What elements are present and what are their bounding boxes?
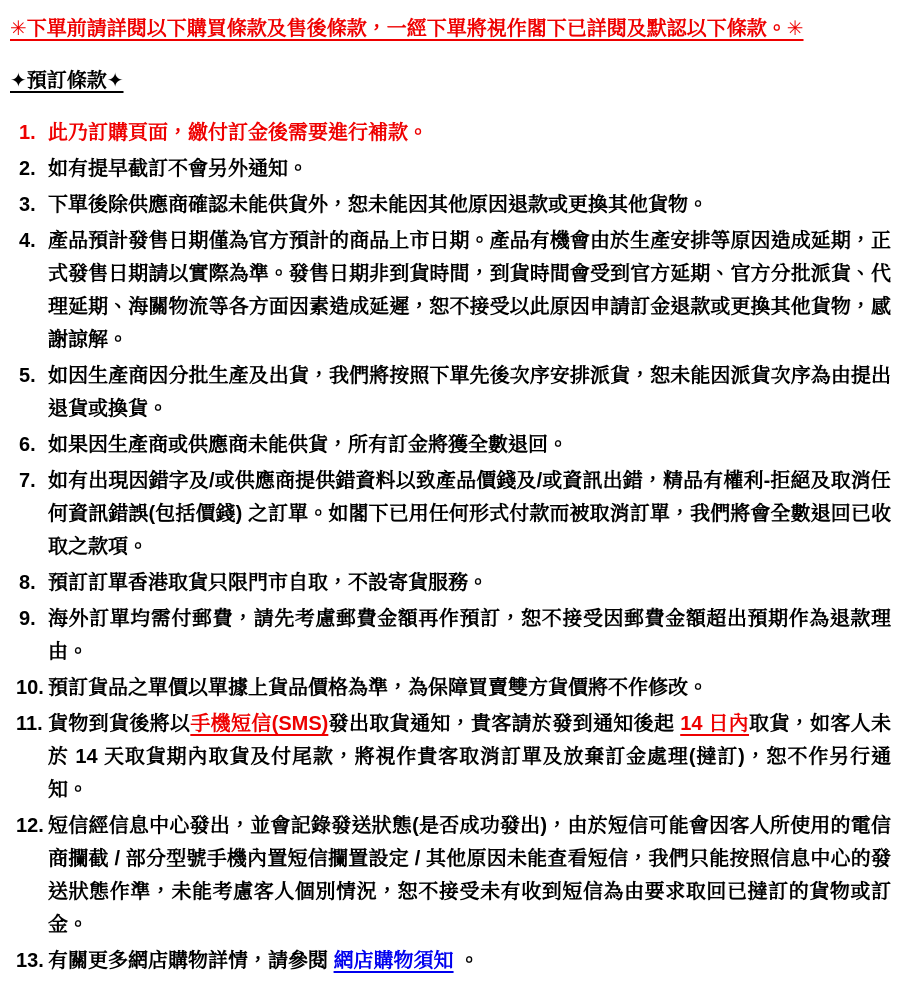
term-item-4 [10,225,891,357]
term-text: 如有出現因錯字及/或供應商提供錯資料以致產品價錢及/或資訊出錯，精品有權利-拒絕及取消任何資訊錯誤(包括價錢) 之訂單。如閣下已用任何形式付款而被取消訂單，我們將會全數退回已收取之款項。 [48,470,891,558]
term-item-10 [10,672,891,705]
term-number: 7. [19,470,36,492]
term-text: 產品預計發售日期僅為官方預計的商品上市日期。產品有機會由於生產安排等原因造成延期，正式發售日期請以實際為準。發售日期非到貨時間，到貨時間會受到官方延期、官方分批派貨、代理延期、海關物流等各方面因素造成延遲，恕不接受以此原因申請訂金退款或更換其他貨物，感謝諒解。 [48,230,891,351]
term-number: 12. [16,815,44,837]
term-text: 此乃訂購頁面，繳付訂金後需要進行補款。 [48,122,428,144]
store-shopping-notice-link[interactable]: 網店購物須知 [333,950,454,972]
term-text: 發出取貨通知，貴客請於發到通知後起 [328,713,681,735]
term-text: 貨物到貨後將以 [48,713,191,735]
term-text: 如因生產商因分批生產及出貨，我們將按照下單先後次序安排派貨，恕未能因派貨次序為由提出退貨或換貨。 [48,365,891,420]
term-number: 10. [16,677,44,699]
term-text: 預訂貨品之單價以單據上貨品價格為準，為保障買賣雙方貨價將不作修改。 [48,677,708,699]
pickup-deadline-highlight: 14 日內 [680,713,750,735]
term-text: 如果因生產商或供應商未能供貨，所有訂金將獲全數退回。 [48,434,568,456]
term-item-11 [10,708,891,807]
term-item-6 [10,429,891,462]
term-number: 2. [19,158,36,180]
term-text: 短信經信息中心發出，並會記錄發送狀態(是否成功發出)，由於短信可能會因客人所使用的電信商攔截 / 部分型號手機內置短信攔置設定 / 其他原因未能查看短信，我們只能按照信息中心的發送狀態作準，未能考慮客人個別情況，恕不接受未有收到短信為由要求取回已撻訂的貨物或訂金。 [48,815,891,936]
term-text: 下單後除供應商確認未能供貨外，恕未能因其他原因退款或更換其他貨物。 [48,194,708,216]
term-item-8 [10,567,891,600]
term-number: 9. [19,608,36,630]
term-number: 1. [19,122,36,144]
term-item-2 [10,153,891,186]
term-item-13 [10,945,891,978]
term-item-12 [10,810,891,942]
term-text: 預訂訂單香港取貨只限門市自取，不設寄貨服務。 [48,572,488,594]
term-number: 4. [19,230,36,252]
terms-list [10,117,891,978]
warning-header: ✳下單前請詳閱以下購買條款及售後條款，一經下單將視作閣下已詳閱及默認以下條款。✳ [10,18,804,40]
term-item-9 [10,603,891,669]
term-number: 6. [19,434,36,456]
term-number: 5. [19,365,36,387]
term-number: 13. [16,950,44,972]
term-item-5 [10,360,891,426]
term-item-1 [10,117,891,150]
term-text: 取貨，如客人未於 14 天取貨期內取貨及付尾款，將視作貴客取消訂單及放棄訂金處理(撻訂)，恕不作另行通知。 [48,713,892,801]
term-item-3 [10,189,891,222]
term-text: 。 [453,950,480,972]
term-item-7 [10,465,891,564]
term-number: 3. [19,194,36,216]
term-text: 海外訂單均需付郵費，請先考慮郵費金額再作預訂，恕不接受因郵費金額超出預期作為退款理由。 [48,608,891,663]
term-text: 有關更多網店購物詳情，請參閱 [48,950,334,972]
term-number: 11. [16,713,43,735]
sms-notice-highlight: 手機短信(SMS) [190,713,329,735]
section-title-preorder-terms: ✦預訂條款✦ [10,70,124,92]
term-number: 8. [19,572,36,594]
term-text: 如有提早截訂不會另外通知。 [48,158,308,180]
